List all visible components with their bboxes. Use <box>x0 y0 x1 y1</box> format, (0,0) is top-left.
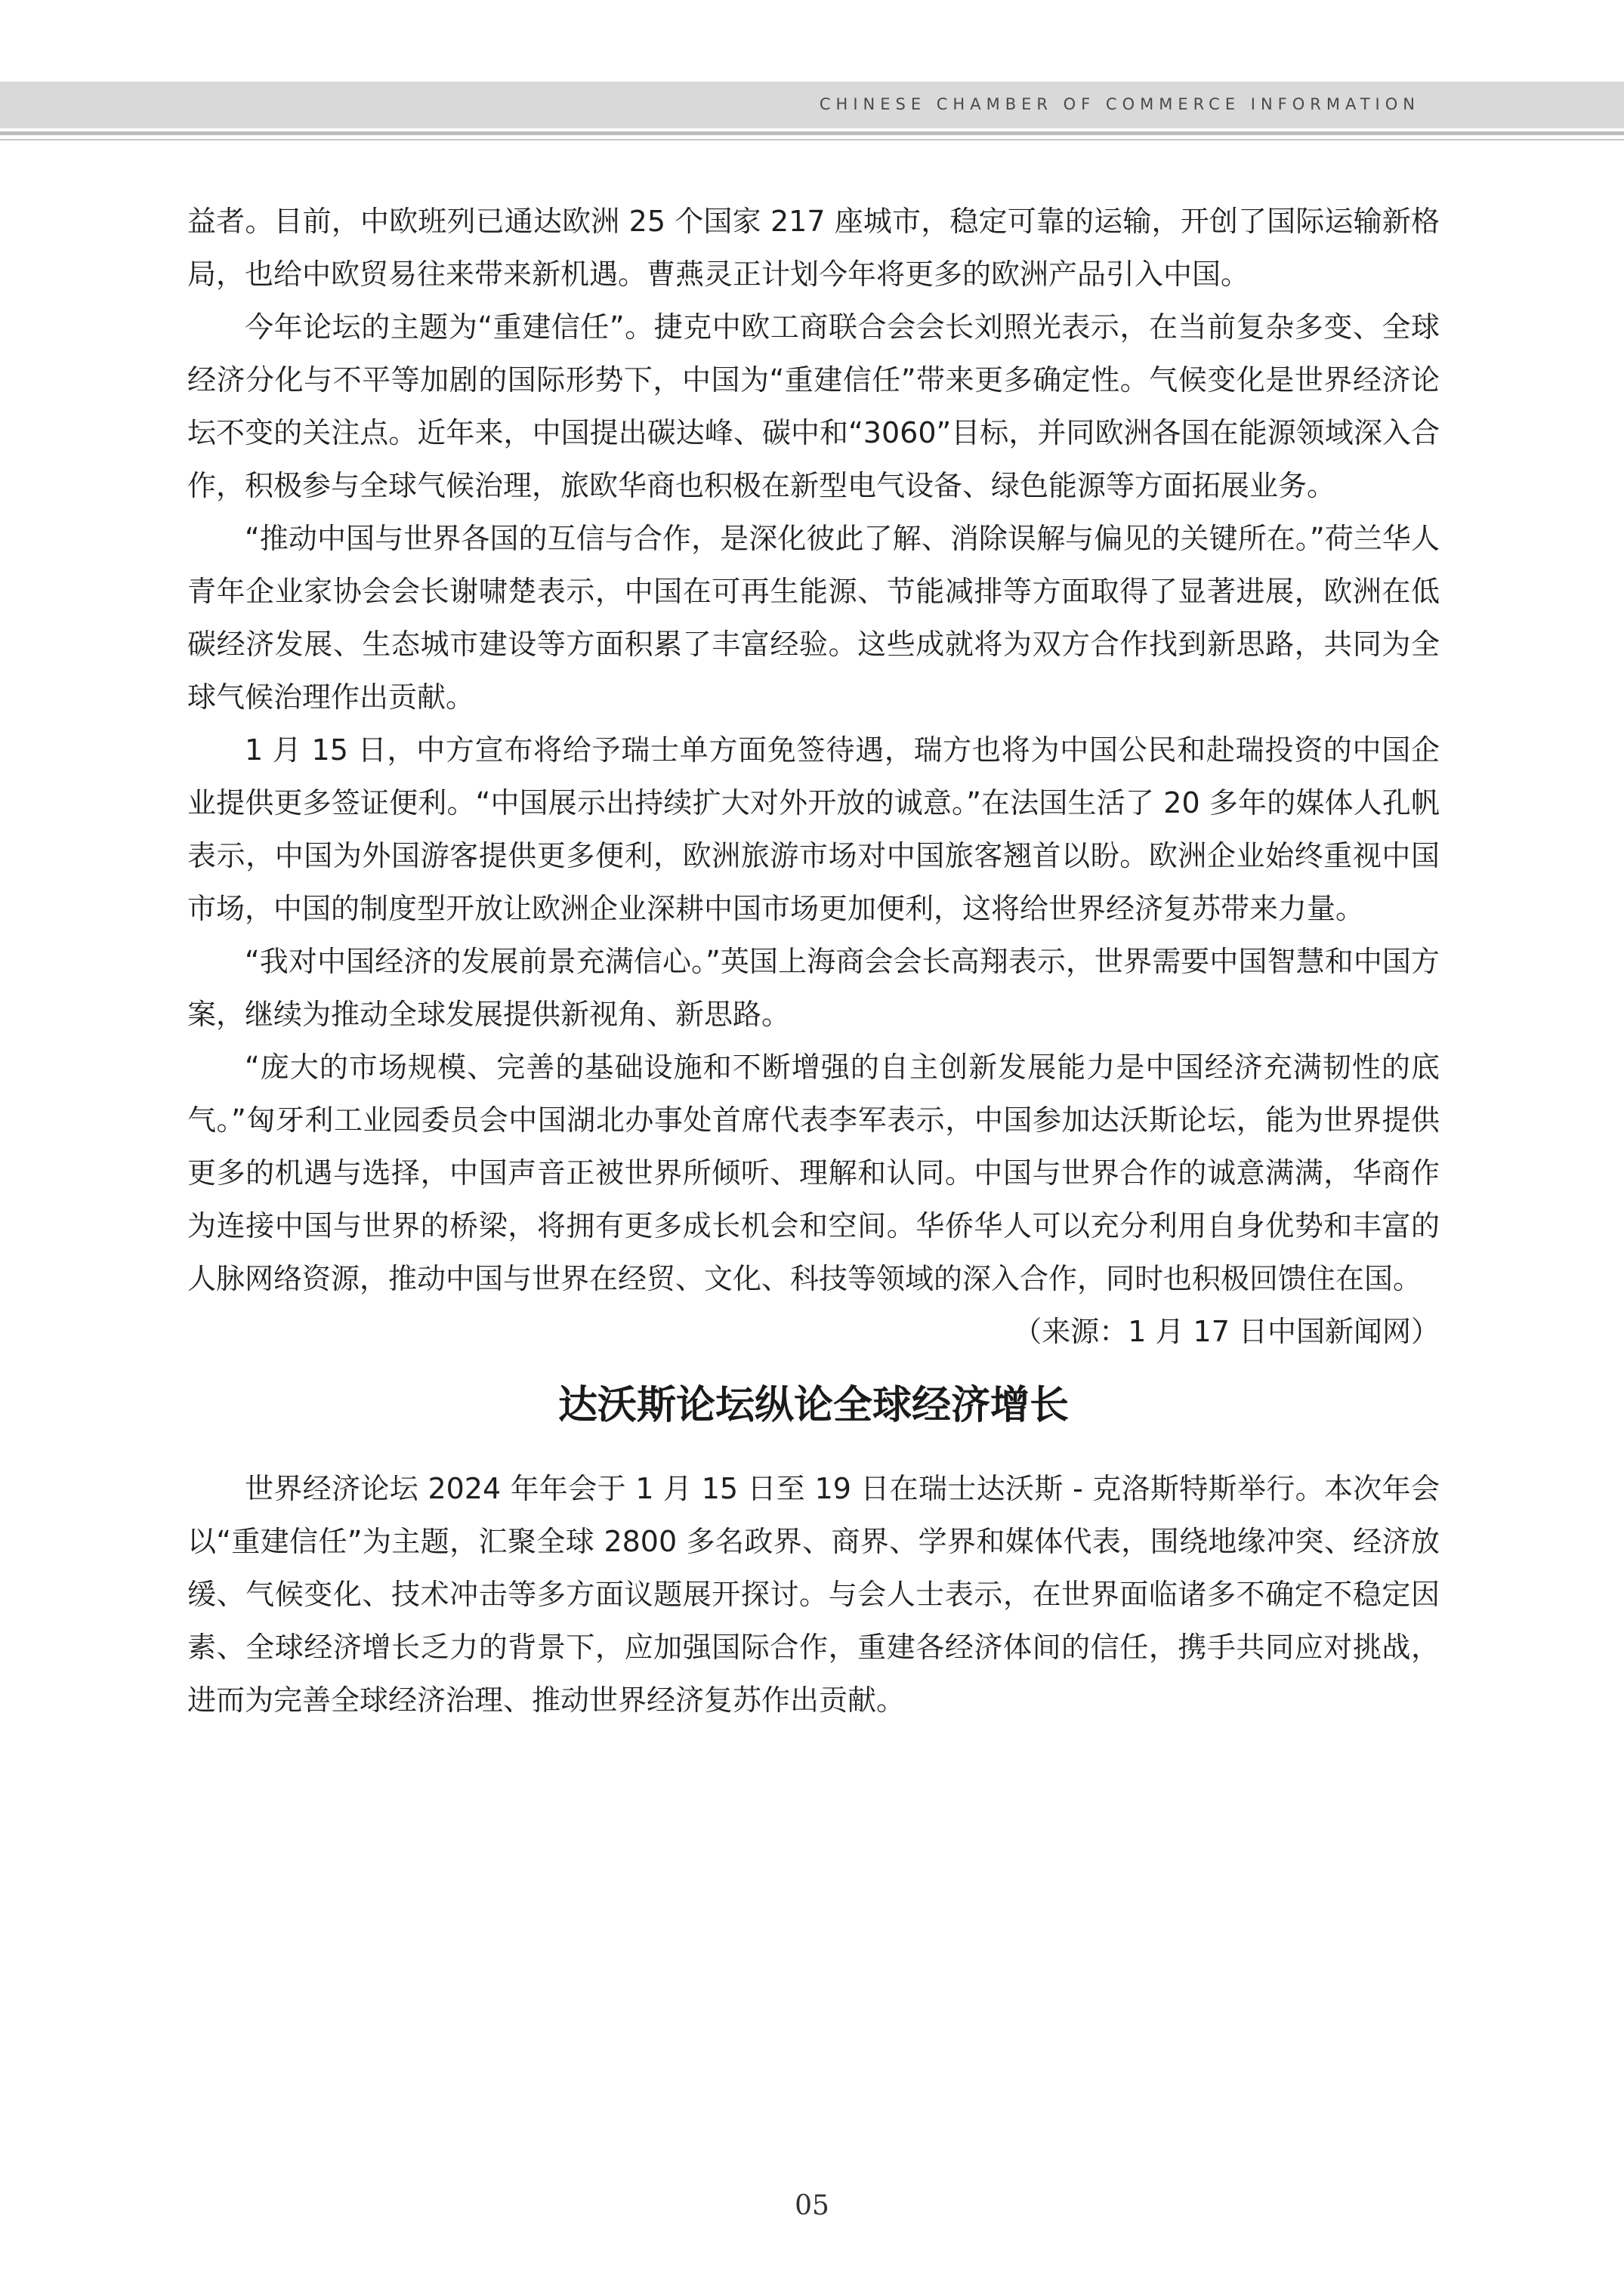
article-title: 达沃斯论坛纵论全球经济增长 <box>557 1383 1069 1428</box>
paragraph: “我对中国经济的发展前景充满信心。”英国上海商会会长高翔表示，世界需要中国智慧和中国方案，继续为推动全球发展提供新视角、新思路。 <box>187 945 1440 1031</box>
page-number: 05 <box>795 2190 829 2221</box>
paragraph-continued: 益者。目前，中欧班列已通达欧洲 25 个国家 217 座城市，稳定可靠的运输，开创了国际运输新格局，也给中欧贸易往来带来新机遇。曹燕灵正计划今年将更多的欧洲产品引入中国。 <box>187 205 1440 291</box>
paragraph: 1 月 15 日，中方宣布将给予瑞士单方面免签待遇，瑞方也将为中国公民和赴瑞投资的中国企业提供更多签证便利。“中国展示出持续扩大对外开放的诚意。”在法国生活了 20 多年的媒体人孔帆表示，中国为外国游客提供更多便利，欧洲旅游市场对中国旅客翘首以盼。欧洲企业始终重视中国市场，中国的制度型开放让欧洲企业深耕中国市场更加便利，这将给世界经济复苏带来力量。 <box>187 733 1440 925</box>
header-title: CHINESE CHAMBER OF COMMERCE INFORMATION <box>819 95 1420 113</box>
source-citation: （来源：1 月 17 日中国新闻网） <box>1013 1315 1440 1348</box>
header-divider <box>0 131 1624 135</box>
header-divider-thin <box>0 139 1624 140</box>
paragraph: 世界经济论坛 2024 年年会于 1 月 15 日至 19 日在瑞士达沃斯 - 克洛斯特斯举行。本次年会以“重建信任”为主题，汇聚全球 2800 多名政界、商界、学界和媒体代表，围绕地缘冲突、经济放缓、气候变化、技术冲击等多方面议题展开探讨。与会人士表示，在世界面临诸多不确定不稳定因素、全球经济增长乏力的背景下，应加强国际合作，重建各经济体间的信任，携手共同应对挑战，进而为完善全球经济治理、推动世界经济复苏作出贡献。 <box>187 1472 1440 1717</box>
page-content <box>187 195 1440 1727</box>
paragraph: 今年论坛的主题为“重建信任”。捷克中欧工商联合会会长刘照光表示，在当前复杂多变、全球经济分化与不平等加剧的国际形势下，中国为“重建信任”带来更多确定性。气候变化是世界经济论坛不变的关注点。近年来，中国提出碳达峰、碳中和“3060”目标，并同欧洲各国在能源领域深入合作，积极参与全球气候治理，旅欧华商也积极在新型电气设备、绿色能源等方面拓展业务。 <box>187 310 1440 502</box>
paragraph: “推动中国与世界各国的互信与合作，是深化彼此了解、消除误解与偏见的关键所在。”荷兰华人青年企业家协会会长谢啸楚表示，中国在可再生能源、节能减排等方面取得了显著进展，欧洲在低碳经济发展、生态城市建设等方面积累了丰富经验。这些成就将为双方合作找到新思路，共同为全球气候治理作出贡献。 <box>187 522 1440 714</box>
paragraph-text: “庞大的市场规模、完善的基础设施和不断增强的自主创新发展能力是中国经济充满韧性的底气。”匈牙利工业园委员会中国湖北办事处首席代表李军表示，中国参加达沃斯论坛，能为世界提供更多的机遇与选择，中国声音正被世界所倾听、理解和认同。中国与世界合作的诚意满满，华商作为连接中国与世界的桥梁，将拥有更多成长机会和空间。华侨华人可以充分利用自身优势和丰富的人脉网络资源，推动中国与世界在经贸、文化、科技等领域的深入合作，同时也积极回馈住在国。 <box>187 1051 1440 1295</box>
paragraph-with-source <box>187 1041 1440 1348</box>
